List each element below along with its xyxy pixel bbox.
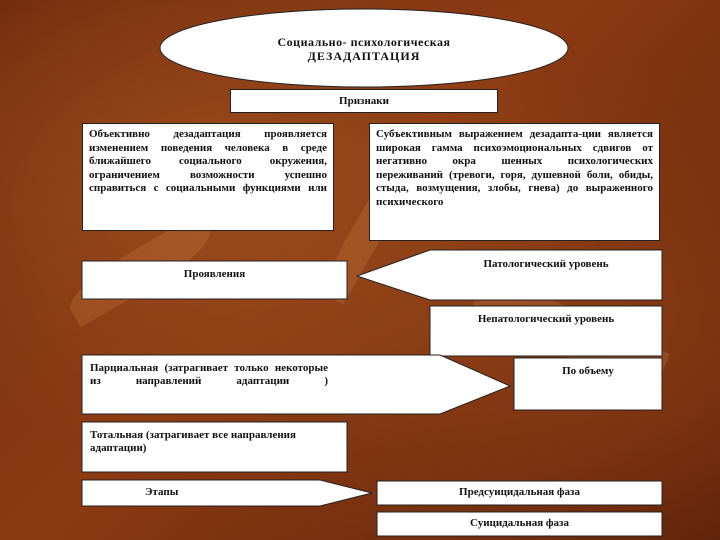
by-volume-label: По объему [562,365,614,377]
manifestations-label: Проявления [183,268,246,280]
non-pathological-label: Непатологический уровень [477,313,615,325]
partial-label: Парциальная (затрагивает только некоторые из направлений адаптации ) [90,362,328,387]
suicidal-label: Суицидальная фаза [470,517,569,529]
objective-text: Объективно дезадаптация проявляется изменением поведения человека в среде ближайшего социального окружения, ограничением возможности успешно справиться с социальными функциями или [89,128,327,194]
total-label: Тотальная (затрагивает все направления адаптации) [90,429,296,454]
pathological-label: Патологический уровень [483,258,609,270]
title-line-2: ДЕЗАДАПТАЦИЯ [307,49,421,63]
presuicidal-label: Предсуицидальная фаза [459,486,580,498]
stages-label: Этапы [145,486,179,498]
subjective-text: Субъективным выражением дезадапта-ции является широкая гамма психоэмоциональных сдвигов от негативно окра шенных психологических переживаний (тревоги, горя, душевной боли, обиды, стыда, возмущения, злобы, гнева) до выраженного психического [376,128,653,208]
title-line-1: Социально- психологическая [277,35,451,49]
signs-label: Признаки [339,95,389,107]
